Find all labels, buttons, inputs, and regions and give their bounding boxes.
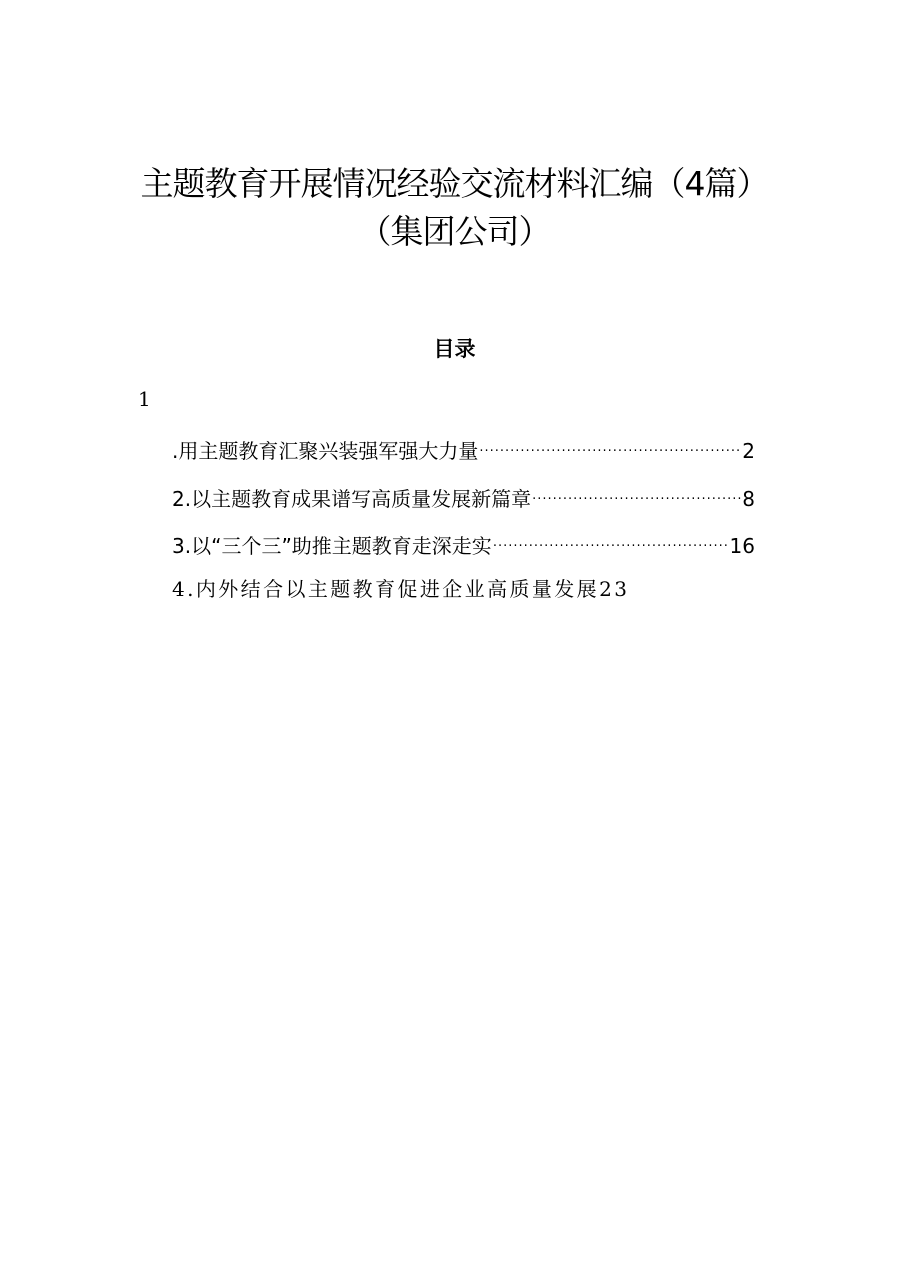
toc-entry-text: 2.以主题教育成果谱写高质量发展新篇章 (172, 487, 532, 511)
stray-number: 1 (138, 387, 151, 411)
toc-leader-dots (493, 525, 729, 553)
title-line-1: 主题教育开展情况经验交流材料汇编（4篇） (140, 164, 769, 203)
toc-entry-page: 2 (742, 439, 755, 463)
toc-entry-last[interactable]: 4.内外结合以主题教育促进企业高质量发展23 (172, 577, 630, 601)
title-line-2: （集团公司） (358, 212, 551, 251)
toc-leader-dots (532, 478, 741, 506)
document-title (0, 160, 909, 256)
toc-entry-text: 3.以“三个三”助推主题教育走深走实 (172, 534, 492, 558)
toc-entry[interactable] (172, 478, 755, 513)
toc-heading: 目录 (433, 336, 476, 361)
toc-entry-text: .用主题教育汇聚兴装强军强大力量 (172, 439, 479, 463)
toc-entry-page: 16 (729, 534, 755, 558)
toc-entry[interactable] (172, 430, 755, 465)
toc-entry-page: 8 (742, 487, 755, 511)
toc-leader-dots (479, 430, 741, 458)
toc-entry[interactable] (172, 525, 755, 560)
